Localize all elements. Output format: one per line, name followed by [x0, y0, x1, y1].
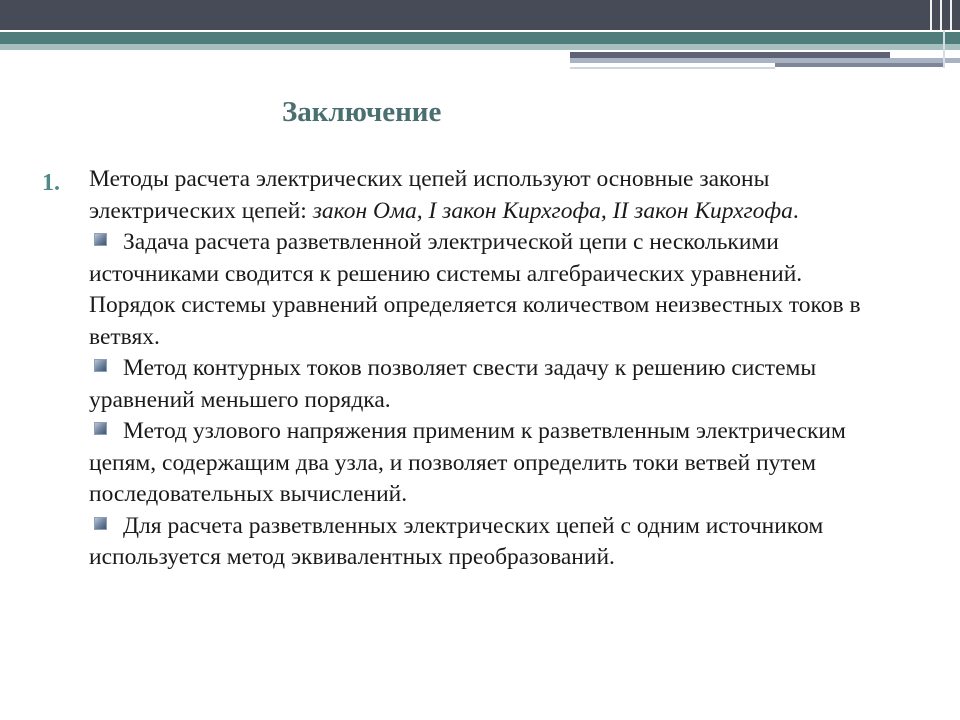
square-bullet-icon: [94, 233, 107, 246]
intro-laws: закон Ома, I закон Кирхгофа, II закон Кирхгофа: [312, 197, 793, 224]
square-bullet-icon: [94, 517, 107, 530]
bullet-text: Метод контурных токов позволяет свести задачу к решению системы уравнений меньшего порядка.: [89, 355, 817, 413]
slide-title: Заключение: [282, 96, 442, 128]
square-bullet-icon: [94, 359, 107, 372]
header-divider: [950, 0, 952, 30]
bullet-paragraph: [89, 416, 869, 511]
header-teal-band: [0, 32, 960, 44]
bullet-paragraph: [89, 227, 869, 353]
header-divider: [940, 0, 942, 30]
header-light-band: [0, 44, 960, 50]
intro-end: .: [792, 197, 799, 224]
bullet-paragraph: [89, 511, 869, 574]
header-divider: [930, 0, 932, 30]
intro-text: Методы расчета электрических цепей используют основные законы электрических цепей:: [89, 166, 770, 224]
accent-vline: [943, 30, 945, 68]
bullet-text: Задача расчета разветвленной электрической цепи с несколькими источниками сводится к решению системы алгебраических уравнений. Порядок системы уравнений определяется количеством неизвестных токов в ветвях.: [89, 229, 861, 350]
accent-stripe: [570, 67, 775, 69]
slide-body: [89, 164, 869, 574]
list-number: 1.: [42, 170, 60, 196]
intro-paragraph: [89, 164, 869, 227]
accent-stripe: [775, 63, 945, 67]
header-bar: [0, 0, 960, 30]
square-bullet-icon: [94, 422, 107, 435]
bullet-text: Метод узлового напряжения применим к разветвленным электрическим цепям, содержащим два узла, и позволяет определить токи ветвей путем последовательных вычислений.: [89, 418, 846, 507]
bullet-paragraph: [89, 353, 869, 416]
bullet-text: Для расчета разветвленных электрических цепей с одним источником используется метод эквивалентных преобразований.: [89, 512, 824, 570]
